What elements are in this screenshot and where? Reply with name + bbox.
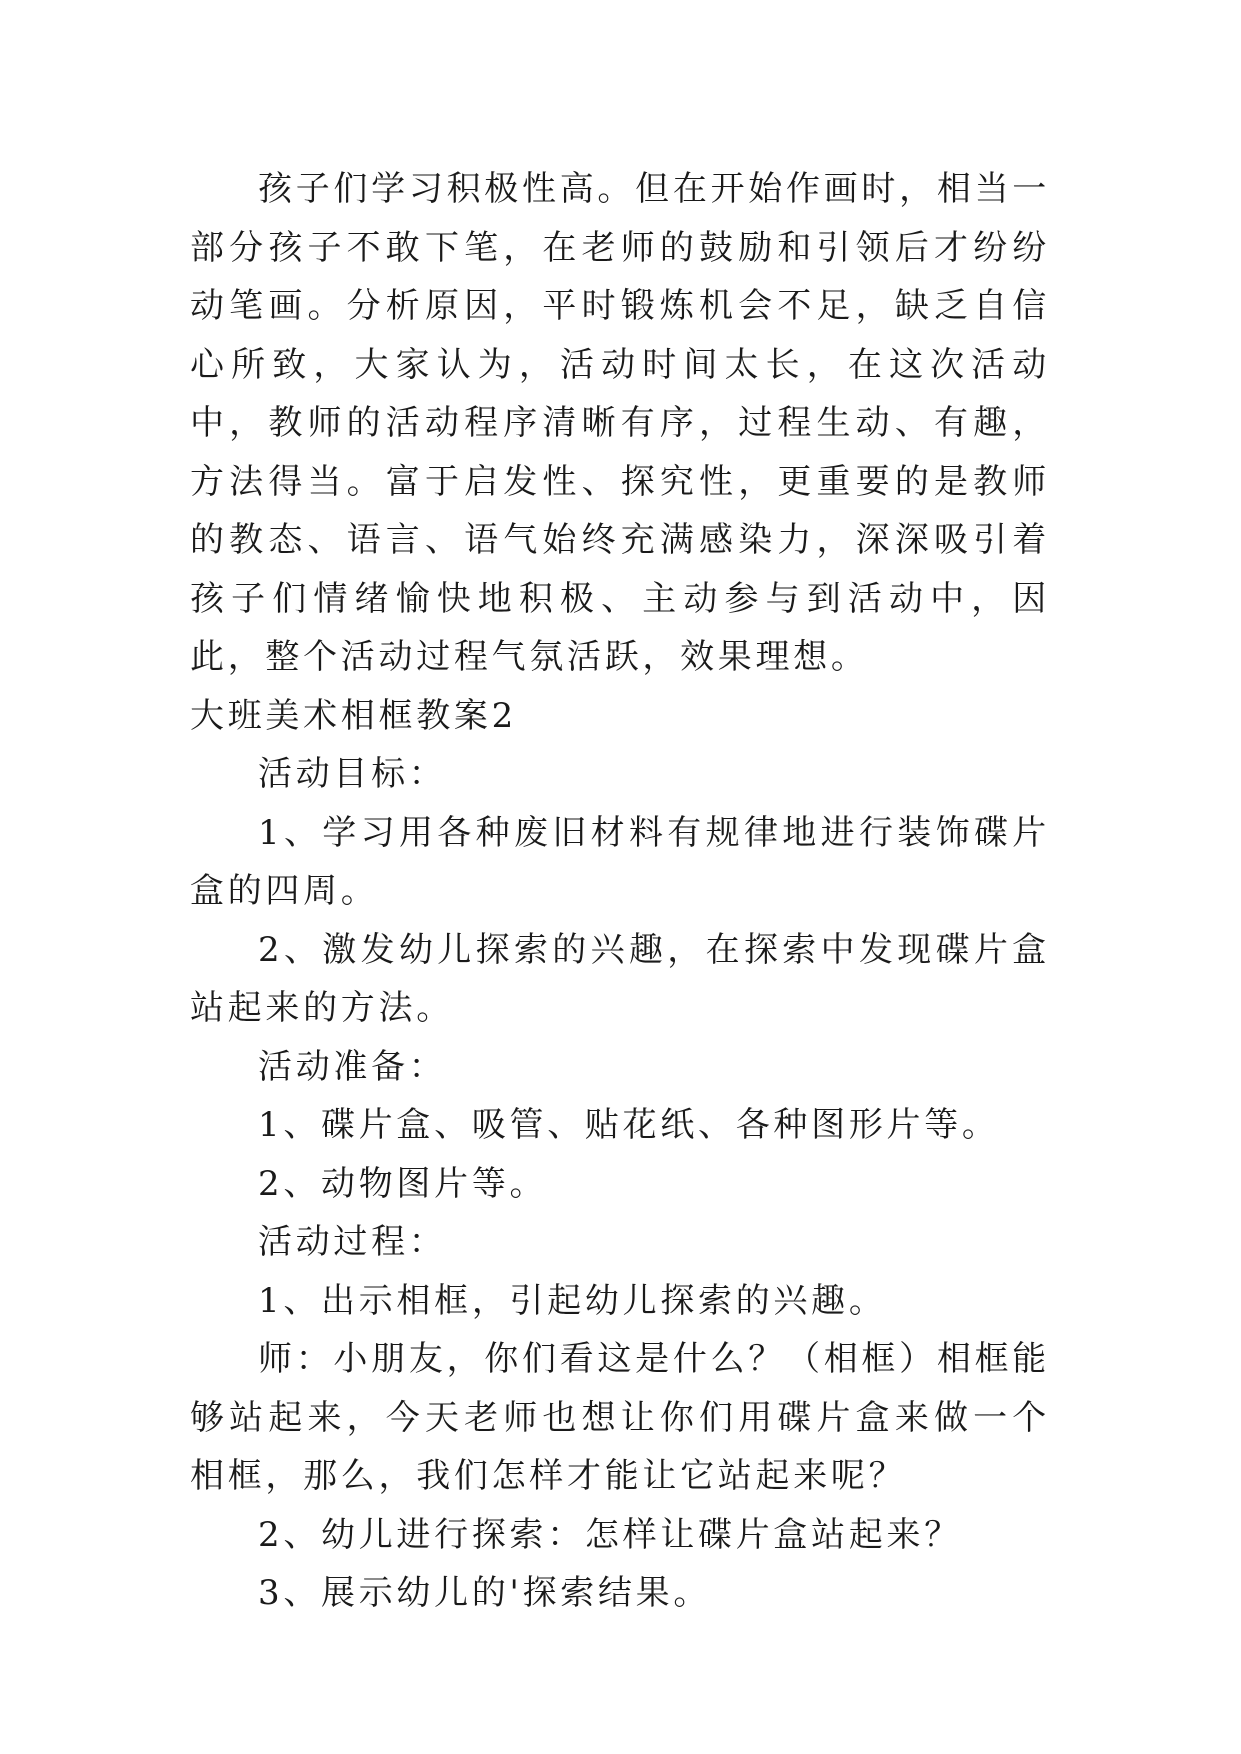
process-item-2: 2、幼儿进行探索：怎样让碟片盒站起来？	[258, 1514, 962, 1555]
teacher-dialogue: 师：小朋友，你们看这是什么？（相框）相框能够站起来，今天老师也想让你们用碟片盒来做一个相框，那么，我们怎样才能让它站起来呢？	[190, 1339, 1050, 1496]
process-item-3: 3、展示幼儿的'探索结果。	[258, 1573, 712, 1613]
goal-item-1: 1、学习用各种废旧材料有规律地进行装饰碟片盒的四周。	[190, 812, 1050, 911]
section-title: 大班美术相框教案2	[190, 695, 517, 736]
goals-label: 活动目标：	[258, 754, 447, 794]
goal-item-2: 2、激发幼儿探索的兴趣，在探索中发现碟片盒站起来的方法。	[190, 929, 1050, 1028]
prep-item-2: 2、动物图片等。	[258, 1163, 548, 1204]
intro-paragraph: 孩子们学习积极性高。但在开始作画时，相当一部分孩子不敢下笔，在老师的鼓励和引领后才纷纷动笔画。分析原因，平时锻炼机会不足，缺乏自信心所致，大家认为，活动时间太长，在这次活动中，教师的活动程序清晰有序，过程生动、有趣，方法得当。富于启发性、探究性，更重要的是教师的教态、语言、语气始终充满感染力，深深吸引着孩子们情绪愉快地积极、主动参与到活动中，因此，整个活动过程气氛活跃，效果理想。	[190, 169, 1050, 677]
document-page	[190, 160, 1050, 1623]
process-item-1: 1、出示相框，引起幼儿探索的兴趣。	[258, 1280, 887, 1321]
prep-label: 活动准备：	[258, 1046, 447, 1087]
prep-item-1: 1、碟片盒、吸管、贴花纸、各种图形片等。	[258, 1105, 1000, 1145]
process-label: 活动过程：	[258, 1222, 447, 1262]
